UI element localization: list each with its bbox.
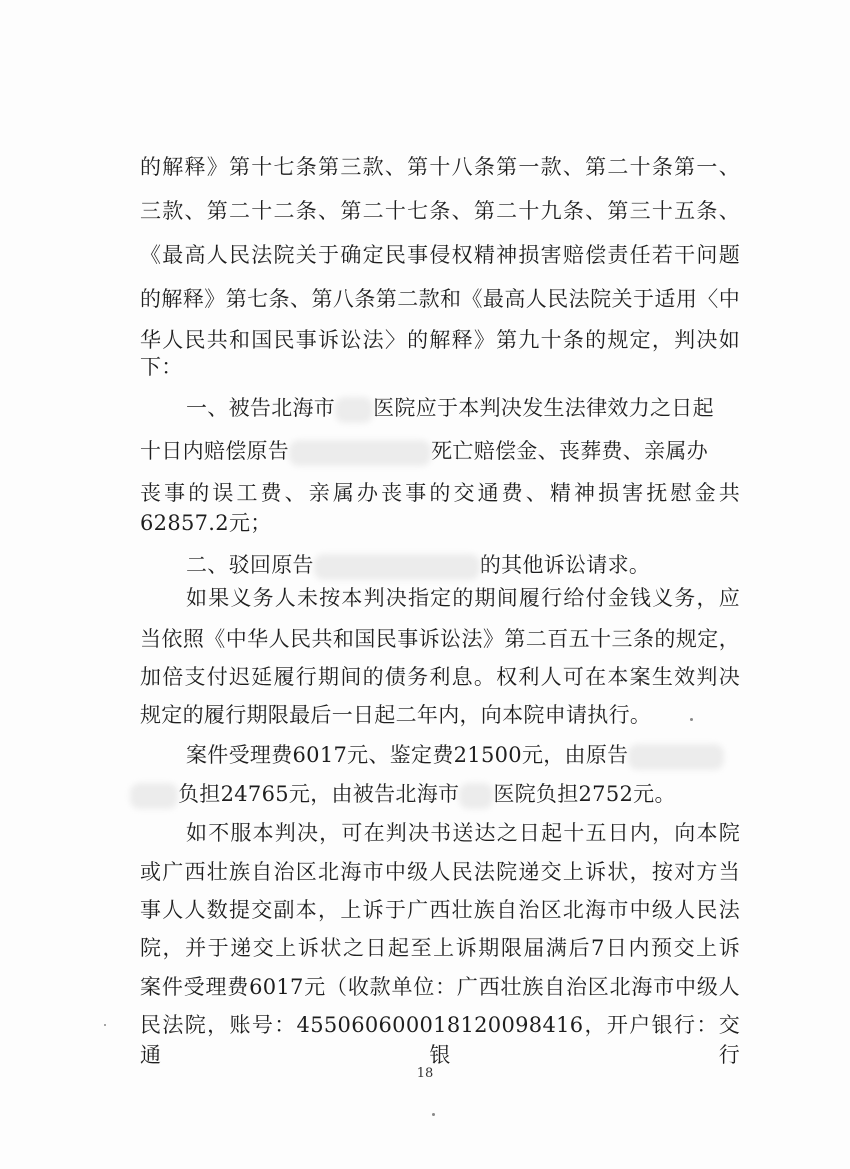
text-line-11 (186, 550, 742, 580)
text-line-3: 《最高人民法院关于确定民事侵权精神损害赔偿责任若干问题 (140, 243, 740, 267)
redaction-mark (628, 744, 724, 770)
scan-speck (690, 718, 693, 721)
line-8-part-1: 十日内赔偿原告 (140, 439, 290, 463)
text-line-1: 的解释》第十七条第三款、第十八条第一款、第二十条第一、 (140, 155, 740, 179)
line-16-part-1: 案件受理费6017元、鉴定费21500元，由原告 (186, 743, 629, 767)
text-line-12: 如果义务人未按本判决指定的期间履行给付金钱义务，应 (186, 586, 740, 610)
scan-speck (104, 1024, 106, 1026)
line-8-part-2: 死亡赔偿金、丧葬费、亲属办 (431, 439, 709, 463)
page-number: 18 (416, 1066, 434, 1081)
text-line-20: 事人人数提交副本，上诉于广西壮族自治区北海市中级人民法 (140, 898, 740, 922)
text-line-16 (186, 740, 746, 770)
text-line-4: 的解释》第七条、第八条第二款和《最高人民法院关于适用〈中 (140, 287, 740, 311)
redaction-mark (459, 783, 493, 809)
line-7-part-2: 医院应于本判决发生法律效力之日起 (373, 396, 714, 420)
text-line-9: 丧事的误工费、亲属办丧事的交通费、精神损害抚慰金共 (140, 481, 740, 505)
line-17-part-2: 医院负担2752元。 (493, 782, 676, 806)
line-11-part-1: 二、驳回原告 (186, 553, 314, 577)
text-line-21: 院，并于递交上诉状之日起至上诉期限届满后7日内预交上诉 (140, 936, 740, 960)
text-line-22: 案件受理费6017元（收款单位：广西壮族自治区北海市中级人 (140, 975, 740, 999)
text-line-14: 加倍支付迟延履行期间的债务利息。权利人可在本案生效判决 (140, 665, 740, 689)
text-line-8 (140, 436, 740, 466)
text-line-2: 三款、第二十二条、第二十七条、第二十九条、第三十五条、 (140, 199, 740, 223)
text-line-13: 当依照《中华人民共和国民事诉讼法》第二百五十三条的规定， (140, 627, 740, 651)
line-17-part-1: 负担24765元，由被告北海市 (178, 782, 460, 806)
text-line-17 (130, 779, 750, 809)
text-line-19: 或广西壮族自治区北海市中级人民法院递交上诉状，按对方当 (140, 860, 740, 884)
line-7-part-1: 一、被告北海市 (186, 396, 336, 420)
text-line-10: 62857.2元； (140, 511, 272, 535)
line-11-part-2: 的其他诉讼请求。 (479, 553, 651, 577)
text-line-5: 华人民共和国民事诉讼法〉的解释》第九十条的规定，判决如 (140, 328, 740, 352)
scan-speck (432, 1113, 435, 1116)
text-line-7 (186, 393, 742, 423)
text-line-18: 如不服本判决，可在判决书送达之日起十五日内，向本院 (186, 821, 740, 845)
redaction-mark (130, 783, 178, 809)
redaction-mark (314, 554, 480, 580)
text-line-23: 民法院，账号：455060600018120098416，开户银行：交通银行 (140, 1013, 740, 1067)
text-line-15: 规定的履行期限最后一日起二年内，向本院申请执行。 (140, 703, 652, 727)
redaction-mark (335, 397, 373, 423)
redaction-mark (289, 440, 431, 466)
text-line-6: 下： (140, 355, 183, 379)
